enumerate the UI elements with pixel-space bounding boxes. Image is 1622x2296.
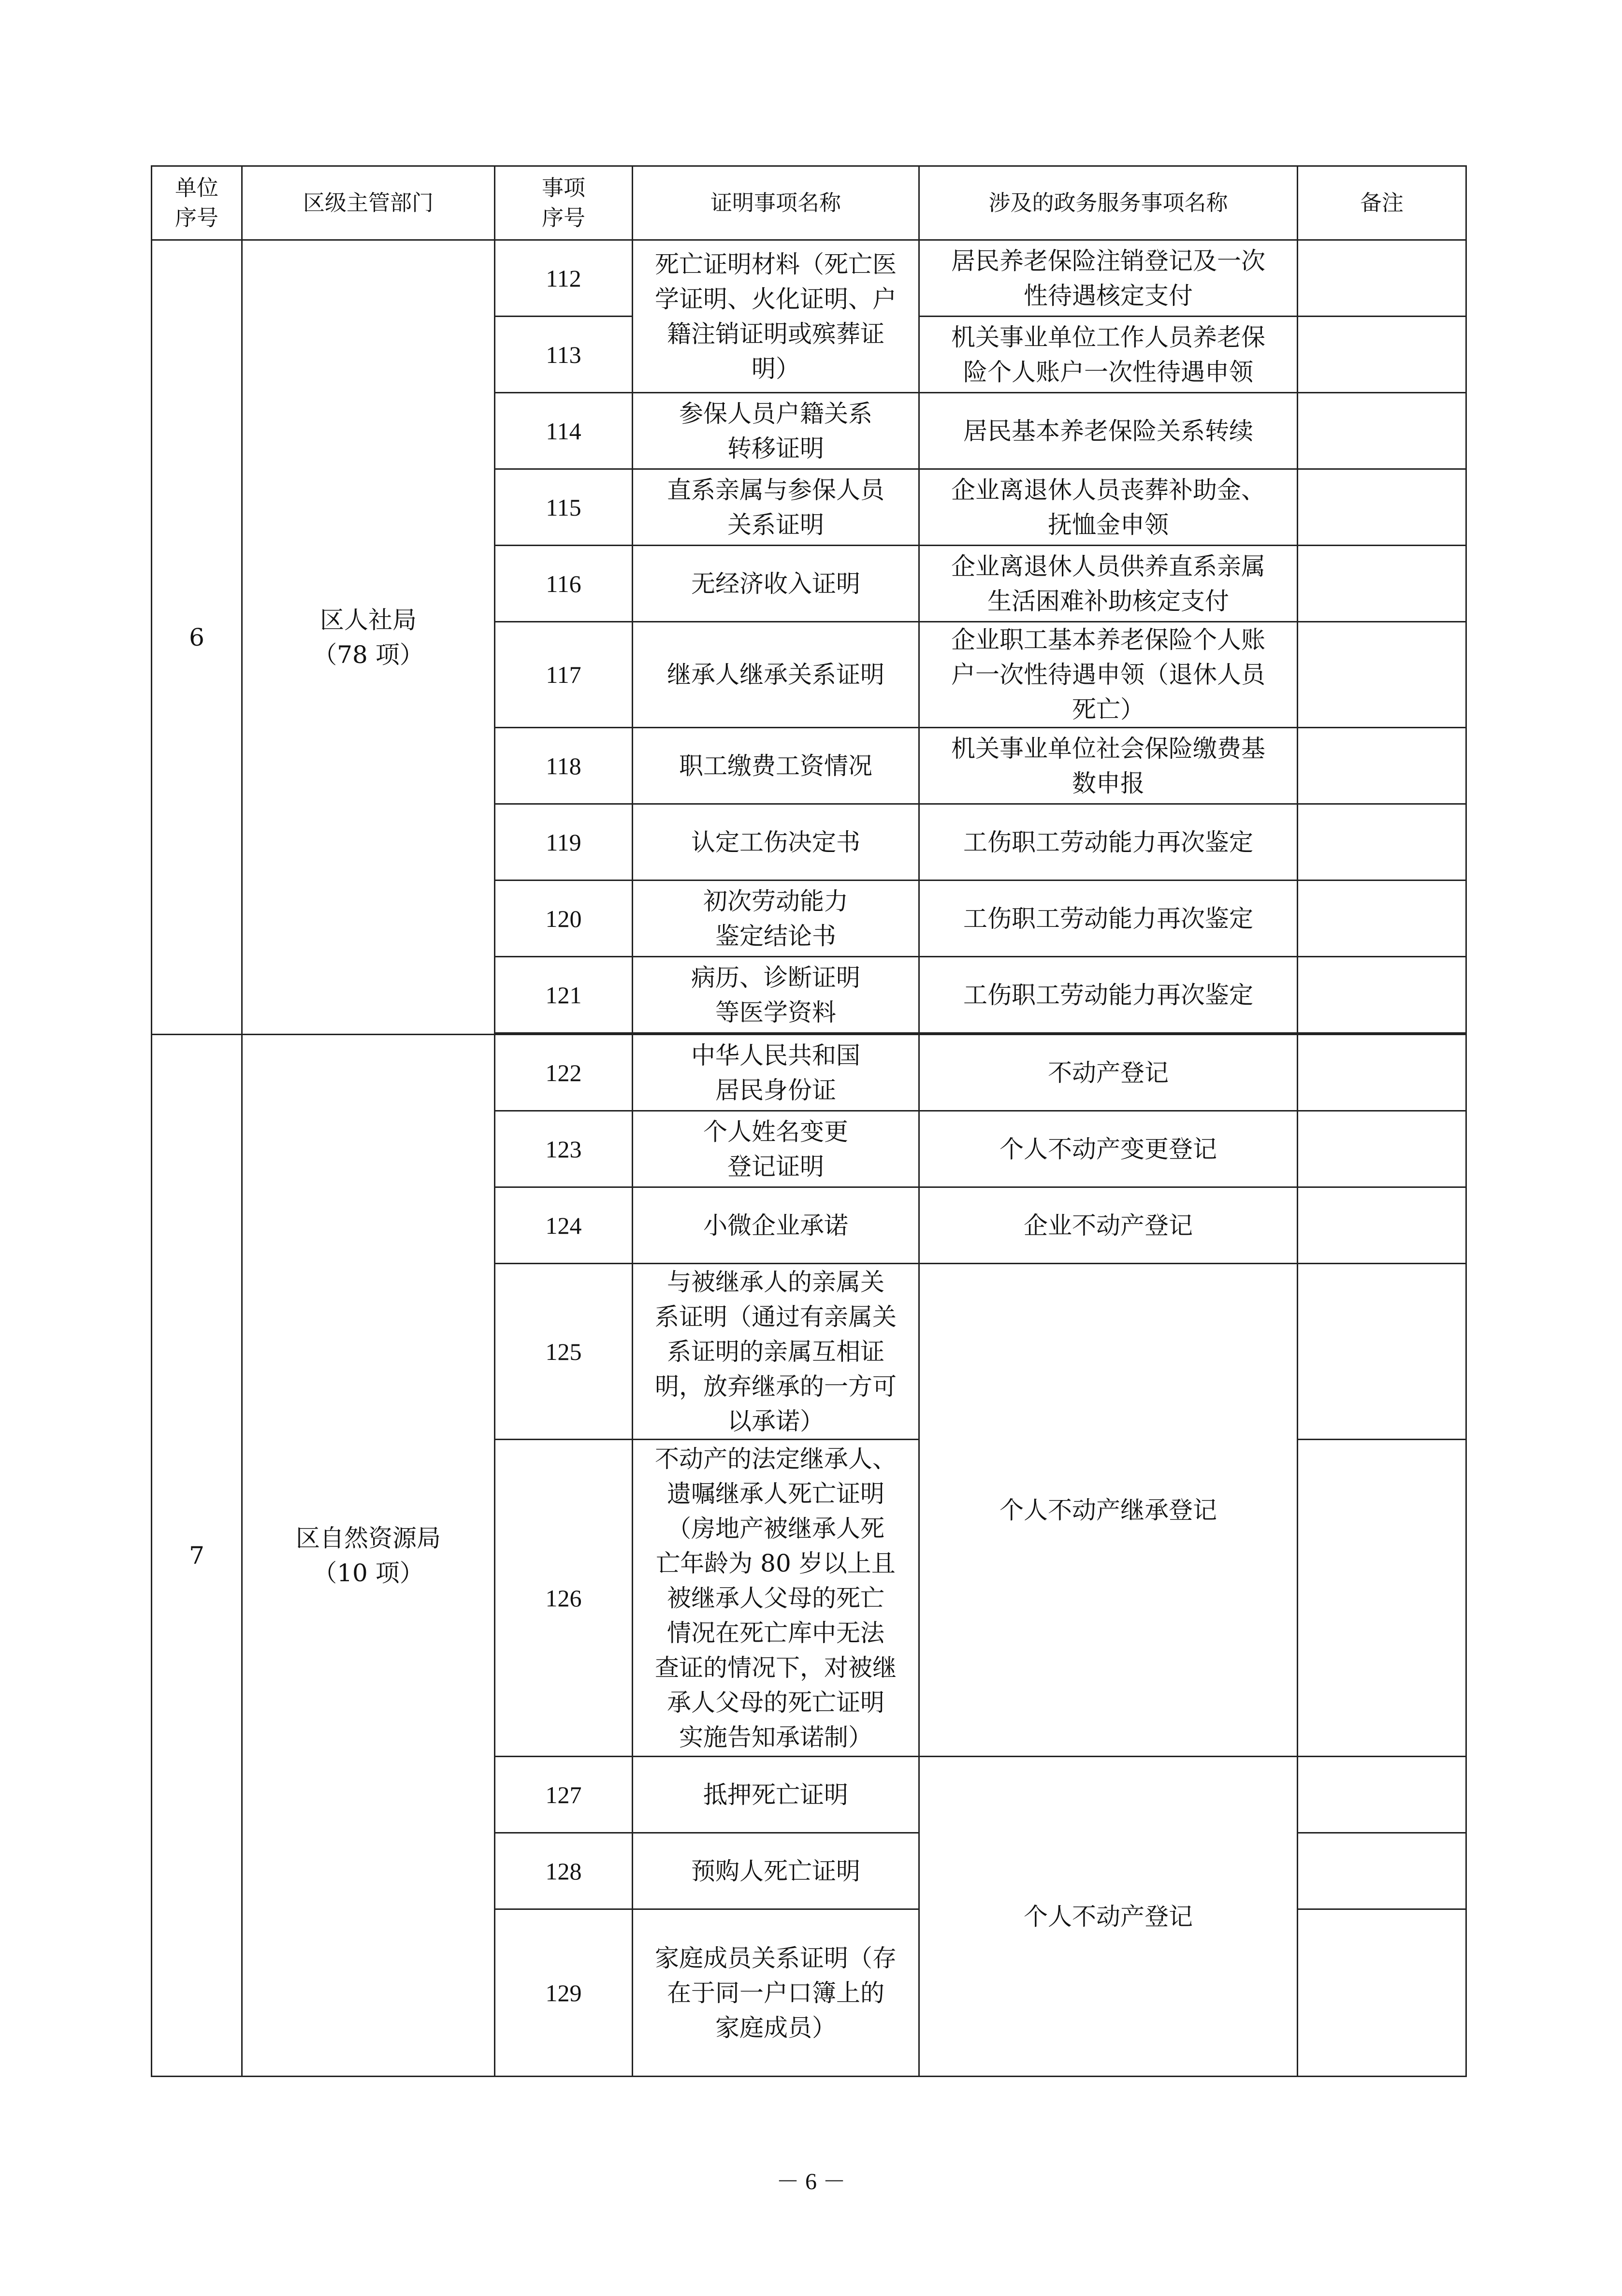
table-row bbox=[152, 240, 1466, 317]
item-no: 116 bbox=[495, 546, 633, 622]
certification-items-table bbox=[151, 165, 1467, 2077]
cert-name: 不动产的法定继承人、 遗嘱继承人死亡证明 （房地产被继承人死 亡年龄为 80 岁以上且 被继承人父母的死亡 情况在死亡库中无法 查证的情况下，对被继 承人父母的死亡证明 实施告知承诺制） bbox=[633, 1440, 919, 1757]
item-no: 120 bbox=[495, 881, 633, 957]
item-no: 129 bbox=[495, 1909, 633, 2077]
remark-cell bbox=[1298, 1035, 1466, 1111]
service-name: 企业离退休人员丧葬补助金、 抚恤金申领 bbox=[919, 469, 1298, 546]
item-no: 117 bbox=[495, 622, 633, 728]
item-no: 126 bbox=[495, 1440, 633, 1757]
header-item-no: 事项 序号 bbox=[495, 166, 633, 240]
service-name: 个人不动产登记 bbox=[919, 1757, 1298, 2077]
service-name: 工伤职工劳动能力再次鉴定 bbox=[919, 957, 1298, 1033]
service-name: 工伤职工劳动能力再次鉴定 bbox=[919, 881, 1298, 957]
cert-name: 个人姓名变更 登记证明 bbox=[633, 1111, 919, 1187]
cert-name: 直系亲属与参保人员 关系证明 bbox=[633, 469, 919, 546]
cert-name: 参保人员户籍关系 转移证明 bbox=[633, 393, 919, 469]
item-no: 113 bbox=[495, 317, 633, 393]
service-name: 机关事业单位社会保险缴费基 数申报 bbox=[919, 728, 1298, 804]
table-row bbox=[152, 1035, 1466, 1111]
cert-name: 预购人死亡证明 bbox=[633, 1833, 919, 1909]
item-no: 123 bbox=[495, 1111, 633, 1187]
remark-cell bbox=[1298, 317, 1466, 393]
item-no: 112 bbox=[495, 240, 633, 317]
cert-name: 家庭成员关系证明（存 在于同一户口簿上的 家庭成员） bbox=[633, 1909, 919, 2077]
service-name: 企业不动产登记 bbox=[919, 1187, 1298, 1264]
cert-name: 职工缴费工资情况 bbox=[633, 728, 919, 804]
item-no: 114 bbox=[495, 393, 633, 469]
cert-name: 与被继承人的亲属关 系证明（通过有亲属关 系证明的亲属互相证 明，放弃继承的一方可 以承诺） bbox=[633, 1264, 919, 1440]
unit-no: 6 bbox=[152, 240, 242, 1035]
remark-cell bbox=[1298, 957, 1466, 1033]
page-number: － 6 － bbox=[776, 2169, 846, 2195]
header-service-name: 涉及的政务服务事项名称 bbox=[919, 166, 1298, 240]
remark-cell bbox=[1298, 240, 1466, 317]
remark-cell bbox=[1298, 1909, 1466, 2077]
header-unit-no: 单位 序号 bbox=[152, 166, 242, 240]
cert-name: 中华人民共和国 居民身份证 bbox=[633, 1035, 919, 1111]
item-no: 119 bbox=[495, 804, 633, 881]
item-no: 125 bbox=[495, 1264, 633, 1440]
service-name: 个人不动产继承登记 bbox=[919, 1264, 1298, 1757]
remark-cell bbox=[1298, 393, 1466, 469]
remark-cell bbox=[1298, 1440, 1466, 1757]
service-name: 工伤职工劳动能力再次鉴定 bbox=[919, 804, 1298, 881]
unit-no: 7 bbox=[152, 1035, 242, 2077]
item-no: 124 bbox=[495, 1187, 633, 1264]
header-cert-name: 证明事项名称 bbox=[633, 166, 919, 240]
remark-cell bbox=[1298, 469, 1466, 546]
remark-cell bbox=[1298, 1264, 1466, 1440]
remark-cell bbox=[1298, 1111, 1466, 1187]
service-name: 机关事业单位工作人员养老保 险个人账户一次性待遇申领 bbox=[919, 317, 1298, 393]
remark-cell bbox=[1298, 1757, 1466, 1833]
cert-name: 继承人继承关系证明 bbox=[633, 622, 919, 728]
remark-cell bbox=[1298, 1833, 1466, 1909]
item-no: 128 bbox=[495, 1833, 633, 1909]
item-no: 118 bbox=[495, 728, 633, 804]
service-name: 企业职工基本养老保险个人账 户一次性待遇申领（退休人员 死亡） bbox=[919, 622, 1298, 728]
item-no: 115 bbox=[495, 469, 633, 546]
service-name: 居民基本养老保险关系转续 bbox=[919, 393, 1298, 469]
service-name: 企业离退休人员供养直系亲属 生活困难补助核定支付 bbox=[919, 546, 1298, 622]
remark-cell bbox=[1298, 804, 1466, 881]
cert-name: 初次劳动能力 鉴定结论书 bbox=[633, 881, 919, 957]
cert-name: 死亡证明材料（死亡医 学证明、火化证明、户 籍注销证明或殡葬证 明） bbox=[633, 240, 919, 393]
service-name: 居民养老保险注销登记及一次 性待遇核定支付 bbox=[919, 240, 1298, 317]
service-name: 个人不动产变更登记 bbox=[919, 1111, 1298, 1187]
remark-cell bbox=[1298, 546, 1466, 622]
service-name: 不动产登记 bbox=[919, 1035, 1298, 1111]
remark-cell bbox=[1298, 881, 1466, 957]
header-dept: 区级主管部门 bbox=[242, 166, 495, 240]
item-no: 121 bbox=[495, 957, 633, 1033]
item-no: 122 bbox=[495, 1035, 633, 1111]
unit-dept: 区自然资源局 （10 项） bbox=[242, 1035, 495, 2077]
remark-cell bbox=[1298, 1187, 1466, 1264]
item-no: 127 bbox=[495, 1757, 633, 1833]
cert-name: 病历、诊断证明 等医学资料 bbox=[633, 957, 919, 1033]
remark-cell bbox=[1298, 622, 1466, 728]
cert-name: 无经济收入证明 bbox=[633, 546, 919, 622]
cert-name: 认定工伤决定书 bbox=[633, 804, 919, 881]
remark-cell bbox=[1298, 728, 1466, 804]
unit-dept: 区人社局 （78 项） bbox=[242, 240, 495, 1035]
header-remark: 备注 bbox=[1298, 166, 1466, 240]
table-header-row bbox=[152, 166, 1466, 240]
cert-name: 小微企业承诺 bbox=[633, 1187, 919, 1264]
cert-name: 抵押死亡证明 bbox=[633, 1757, 919, 1833]
